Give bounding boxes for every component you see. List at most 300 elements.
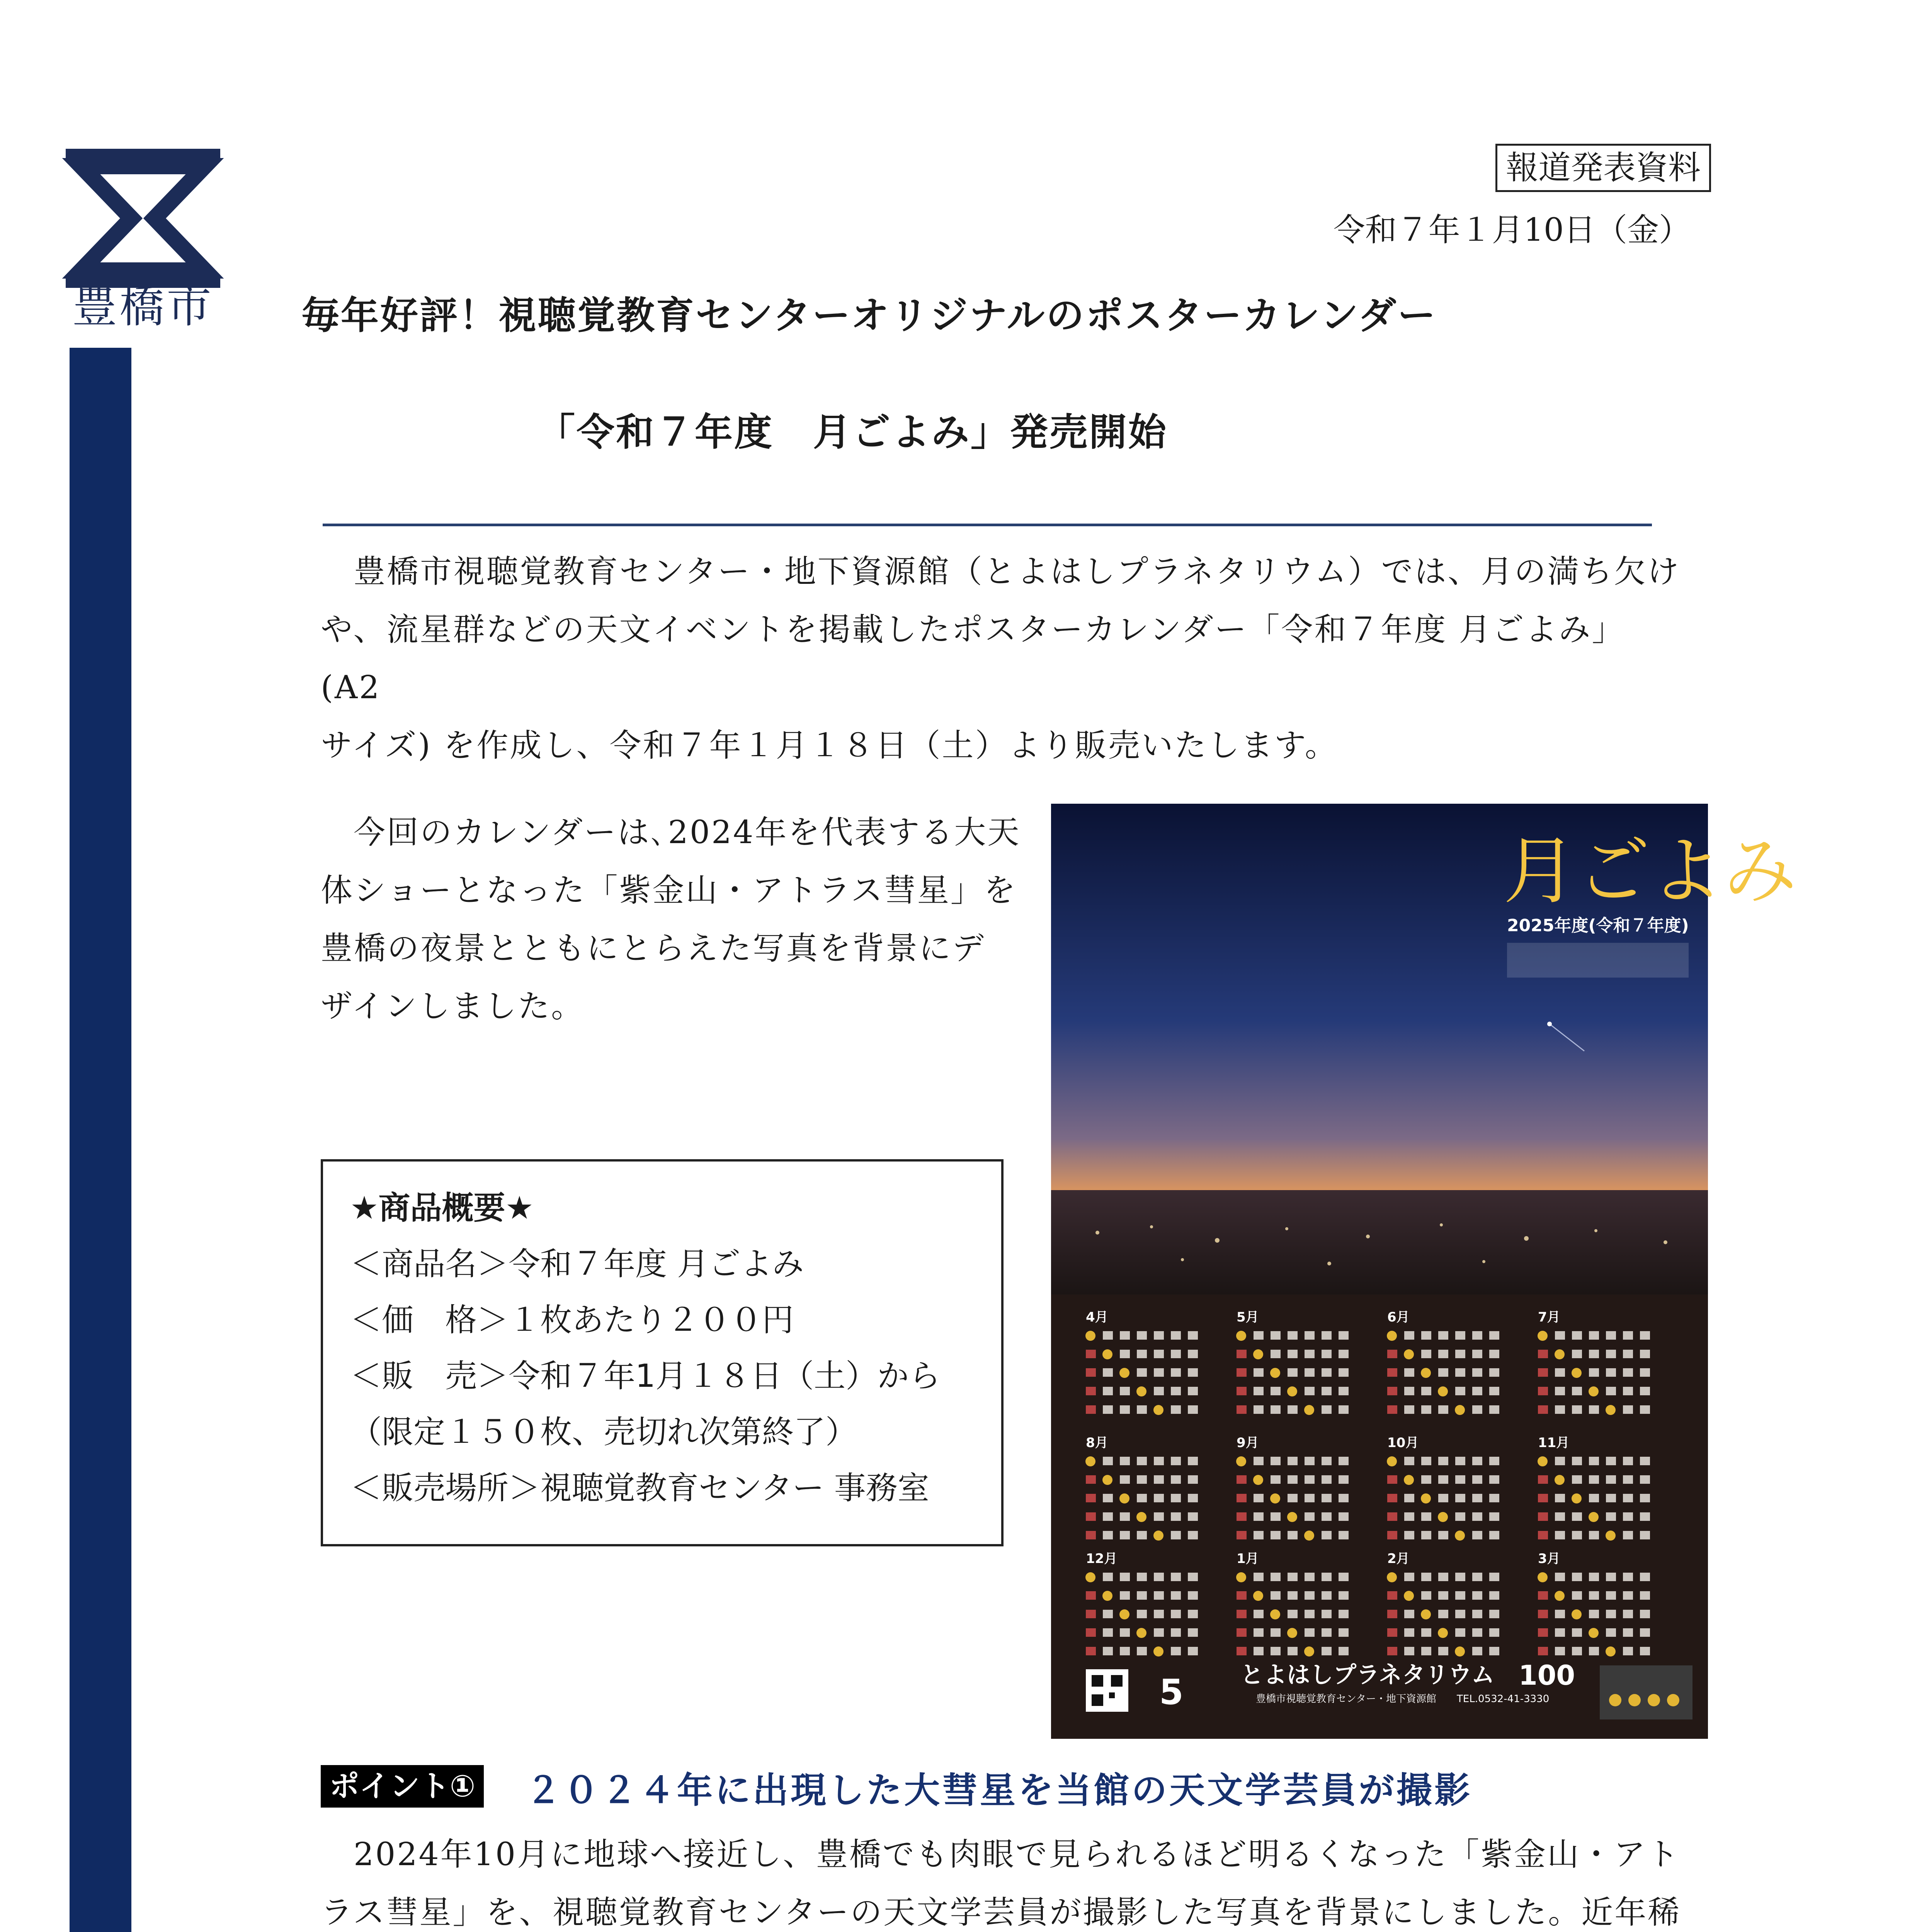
calendar-day-cell [1387,1494,1397,1502]
calendar-day-cell [1154,1628,1164,1637]
calendar-day-cell [1305,1573,1315,1581]
product-box-title: ★商品概要★ [350,1190,534,1226]
calendar-day-cell [1237,1350,1247,1358]
calendar-day-cell [1137,1591,1147,1600]
calendar-day-cell [1120,1475,1130,1484]
calendar-day-cell [1154,1573,1164,1581]
calendar-day-cell [1153,1405,1163,1415]
calendar-day-cell [1438,1386,1448,1396]
intro-paragraph [321,543,1681,775]
calendar-day-cell [1455,1331,1465,1340]
calendar-day-cell [1254,1368,1264,1377]
calendar-day-cell [1188,1457,1198,1465]
calendar-day-cell [1472,1368,1482,1377]
calendar-day-cell [1288,1647,1298,1655]
calendar-day-cell [1489,1350,1499,1358]
calendar-day-cell [1555,1591,1565,1601]
calendar-day-cell [1640,1647,1650,1655]
calendar-day-cell [1387,1350,1397,1358]
calendar-day-cell [1404,1457,1414,1465]
calendar-day-cell [1589,1628,1599,1638]
calendar-day-cell [1438,1475,1448,1484]
calendar-day-cell [1421,1457,1431,1465]
calendar-day-cell [1489,1475,1499,1484]
calendar-day-cell [1120,1628,1130,1637]
calendar-day-cell [1572,1591,1582,1600]
month-label: 6月 [1387,1310,1410,1325]
calendar-day-cell [1305,1331,1315,1340]
poster-blurb-block [1507,943,1689,978]
calendar-day-cell [1287,1512,1297,1522]
calendar-day-cell [1555,1405,1565,1414]
calendar-day-cell [1387,1405,1397,1414]
calendar-day-cell [1421,1531,1431,1539]
calendar-day-cell [1237,1531,1247,1539]
calendar-day-cell [1287,1386,1297,1396]
calendar-day-cell [1404,1331,1414,1340]
description-line: ザインしました。 [321,988,585,1025]
calendar-day-cell [1472,1387,1482,1395]
calendar-day-cell [1137,1647,1147,1655]
calendar-day-cell [1254,1647,1264,1655]
poster-subtitle: 2025年度(令和７年度) [1507,916,1689,935]
calendar-day-cell [1237,1494,1247,1502]
calendar-day-cell [1623,1331,1633,1340]
calendar-day-cell [1271,1573,1281,1581]
calendar-day-cell [1623,1457,1633,1465]
calendar-day-cell [1188,1647,1198,1655]
calendar-day-cell [1103,1531,1113,1539]
calendar-day-cell [1339,1387,1349,1395]
calendar-day-cell [1438,1628,1448,1638]
calendar-day-cell [1438,1531,1448,1539]
calendar-day-cell [1154,1512,1164,1521]
calendar-day-cell [1572,1457,1582,1465]
point-1-title: ２０２４年に出現した大彗星を当館の天文学芸員が撮影 [526,1770,1473,1811]
calendar-day-cell [1188,1494,1198,1502]
calendar-day-cell [1455,1350,1465,1358]
calendar-day-cell [1472,1647,1482,1655]
calendar-day-cell [1253,1475,1263,1485]
calendar-day-cell [1171,1573,1181,1581]
calendar-day-cell [1271,1457,1281,1465]
calendar-day-cell [1339,1628,1349,1637]
calendar-day-cell [1305,1350,1315,1358]
calendar-day-cell [1305,1475,1315,1484]
calendar-day-cell [1455,1573,1465,1581]
calendar-day-cell [1555,1331,1565,1340]
calendar-day-cell [1455,1610,1465,1618]
calendar-day-cell [1153,1646,1163,1656]
calendar-day-cell [1640,1512,1650,1521]
calendar-day-cell [1489,1610,1499,1618]
calendar-day-cell [1404,1573,1414,1581]
calendar-day-cell [1171,1475,1181,1484]
calendar-day-cell [1472,1331,1482,1340]
calendar-day-cell [1455,1512,1465,1521]
calendar-day-cell [1322,1573,1332,1581]
calendar-day-cell [1555,1610,1565,1618]
calendar-day-cell [1640,1628,1650,1637]
calendar-day-cell [1606,1405,1616,1415]
calendar-day-cell [1489,1591,1499,1600]
calendar-day-cell [1136,1628,1146,1638]
calendar-day-cell [1606,1628,1616,1637]
calendar-day-cell [1404,1591,1414,1601]
calendar-day-cell [1339,1457,1349,1465]
calendar-day-cell [1455,1475,1465,1484]
calendar-day-cell [1538,1531,1548,1539]
calendar-day-cell [1120,1531,1130,1539]
calendar-day-cell [1136,1386,1146,1396]
calendar-day-cell [1472,1457,1482,1465]
calendar-day-cell [1421,1647,1431,1655]
calendar-day-cell [1171,1647,1181,1655]
calendar-day-cell [1305,1368,1315,1377]
calendar-day-cell [1188,1610,1198,1618]
calendar-day-cell [1455,1457,1465,1465]
calendar-day-cell [1271,1331,1281,1340]
calendar-day-cell [1421,1331,1431,1340]
calendar-day-cell [1086,1512,1096,1521]
calendar-day-cell [1640,1494,1650,1502]
calendar-day-cell [1472,1531,1482,1539]
calendar-day-cell [1154,1368,1164,1377]
month-label: 9月 [1237,1435,1259,1451]
calendar-day-cell [1555,1368,1565,1377]
calendar-day-cell [1086,1368,1096,1377]
calendar-day-cell [1489,1494,1499,1502]
calendar-day-cell [1589,1386,1599,1396]
calendar-day-cell [1606,1646,1616,1656]
calendar-day-cell [1555,1628,1565,1637]
calendar-day-cell [1171,1494,1181,1502]
calendar-day-cell [1137,1368,1147,1377]
calendar-day-cell [1339,1494,1349,1502]
month-label: 7月 [1538,1310,1560,1325]
calendar-day-cell [1171,1610,1181,1618]
calendar-day-cell [1339,1647,1349,1655]
calendar-day-cell [1085,1572,1095,1582]
calendar-day-cell [1102,1349,1112,1359]
calendar-day-cell [1438,1368,1448,1377]
calendar-day-cell [1270,1368,1280,1378]
calendar-day-cell [1455,1494,1465,1502]
calendar-day-cell [1305,1610,1315,1618]
calendar-day-cell [1271,1591,1281,1600]
calendar-day-cell [1237,1628,1247,1637]
calendar-day-cell [1103,1512,1113,1521]
calendar-day-cell [1438,1512,1448,1522]
calendar-day-cell [1623,1512,1633,1521]
calendar-day-cell [1339,1591,1349,1600]
calendar-day-cell [1387,1610,1397,1618]
calendar-day-cell [1271,1405,1281,1414]
calendar-day-cell [1322,1494,1332,1502]
calendar-day-cell [1404,1349,1414,1359]
calendar-day-cell [1237,1387,1247,1395]
calendar-day-cell [1589,1512,1599,1522]
calendar-day-cell [1253,1591,1263,1601]
calendar-day-cell [1137,1457,1147,1465]
calendar-day-cell [1304,1405,1314,1415]
calendar-day-cell [1305,1494,1315,1502]
calendar-day-cell [1237,1591,1247,1600]
calendar-day-cell [1153,1531,1163,1541]
calendar-day-cell [1538,1405,1548,1414]
calendar-day-cell [1288,1573,1298,1581]
calendar-day-cell [1438,1610,1448,1618]
calendar-day-cell [1538,1610,1548,1618]
month-label: 10月 [1387,1435,1419,1451]
calendar-day-cell [1421,1628,1431,1637]
calendar-day-cell [1339,1512,1349,1521]
month-label: 1月 [1237,1551,1259,1566]
calendar-day-cell [1623,1647,1633,1655]
calendar-day-cell [1137,1405,1147,1414]
calendar-day-cell [1606,1475,1616,1484]
calendar-day-cell [1154,1331,1164,1340]
calendar-day-cell [1387,1531,1397,1539]
poster-title: 月ごよみ [1503,828,1797,914]
calendar-day-cell [1421,1405,1431,1414]
calendar-day-cell [1538,1475,1548,1484]
calendar-day-cell [1270,1493,1280,1503]
calendar-day-cell [1271,1512,1281,1521]
calendar-day-cell [1188,1531,1198,1539]
calendar-day-cell [1606,1494,1616,1502]
calendar-day-cell [1085,1331,1095,1341]
calendar-day-cell [1154,1494,1164,1502]
calendar-day-cell [1489,1573,1499,1581]
product-price: ＜価 格＞１枚あたり２００円 [350,1302,794,1338]
calendar-day-cell [1589,1350,1599,1358]
calendar-day-cell [1137,1573,1147,1581]
calendar-day-cell [1322,1591,1332,1600]
calendar-day-cell [1538,1572,1548,1582]
calendar-day-cell [1472,1591,1482,1600]
calendar-day-cell [1086,1475,1096,1484]
calendar-day-cell [1237,1405,1247,1414]
month-label: 12月 [1086,1551,1118,1566]
calendar-day-cell [1421,1512,1431,1521]
calendar-day-cell [1472,1573,1482,1581]
calendar-day-cell [1339,1368,1349,1377]
calendar-day-cell [1489,1331,1499,1340]
calendar-day-cell [1555,1647,1565,1655]
product-location: ＜販売場所＞視聴覚教育センター 事務室 [350,1470,929,1507]
calendar-day-cell [1387,1475,1397,1484]
calendar-day-cell [1120,1457,1130,1465]
calendar-day-cell [1154,1610,1164,1618]
calendar-day-cell [1387,1512,1397,1521]
calendar-day-cell [1472,1494,1482,1502]
calendar-day-cell [1472,1512,1482,1521]
description-line: 豊橋の夜景とともにとらえた写真を背景にデ [321,930,986,967]
poster-brand-tel: TEL.0532-41-3330 [1457,1693,1550,1705]
calendar-day-cell [1254,1610,1264,1618]
calendar-day-cell [1254,1405,1264,1414]
calendar-day-cell [1640,1368,1650,1377]
calendar-day-cell [1589,1494,1599,1502]
calendar-day-cell [1489,1647,1499,1655]
month-label: 11月 [1538,1435,1570,1451]
title-divider [323,524,1652,526]
calendar-day-cell [1188,1368,1198,1377]
calendar-day-cell [1572,1628,1582,1637]
calendar-day-cell [1555,1475,1565,1485]
calendar-day-cell [1572,1609,1582,1619]
calendar-day-cell [1322,1368,1332,1377]
calendar-day-cell [1322,1350,1332,1358]
calendar-day-cell [1119,1609,1129,1619]
calendar-day-cell [1103,1387,1113,1395]
calendar-day-cell [1623,1405,1633,1414]
product-name: ＜商品名＞令和７年度 月ごよみ [350,1246,804,1282]
calendar-day-cell [1119,1368,1129,1378]
calendar-day-cell [1404,1405,1414,1414]
headline-line-2: 「令和７年度 月ごよみ」発売開始 [537,410,1168,454]
calendar-day-cell [1589,1405,1599,1414]
calendar-day-cell [1188,1405,1198,1414]
calendar-day-cell [1623,1591,1633,1600]
calendar-day-cell [1404,1628,1414,1637]
calendar-day-cell [1171,1405,1181,1414]
calendar-day-cell [1103,1610,1113,1618]
calendar-day-cell [1640,1405,1650,1414]
intro-line: や、流星群などの天文イベントを掲載したポスターカレンダー「令和７年度 月ごよみ」(A2 [321,611,1625,706]
calendar-day-cell [1640,1350,1650,1358]
calendar-day-cell [1086,1628,1096,1637]
calendar-day-cell [1438,1573,1448,1581]
calendar-day-cell [1237,1647,1247,1655]
calendar-day-cell [1237,1512,1247,1521]
calendar-day-cell [1404,1531,1414,1539]
calendar-day-cell [1322,1457,1332,1465]
release-tag: 報道発表資料 [1495,144,1711,192]
calendar-day-cell [1589,1610,1599,1618]
calendar-day-cell [1589,1475,1599,1484]
calendar-day-cell [1555,1349,1565,1359]
calendar-day-cell [1322,1331,1332,1340]
calendar-day-cell [1489,1531,1499,1539]
calendar-day-cell [1288,1494,1298,1502]
calendar-day-cell [1572,1350,1582,1358]
calendar-day-cell [1606,1350,1616,1358]
calendar-day-cell [1640,1591,1650,1600]
calendar-day-cell [1421,1368,1431,1378]
calendar-day-cell [1339,1573,1349,1581]
calendar-day-cell [1136,1512,1146,1522]
calendar-day-cell [1322,1405,1332,1414]
calendar-day-cell [1171,1512,1181,1521]
calendar-day-cell [1421,1493,1431,1503]
calendar-day-cell [1103,1405,1113,1414]
calendar-day-cell [1154,1387,1164,1395]
calendar-day-cell [1640,1331,1650,1340]
calendar-day-cell [1623,1475,1633,1484]
calendar-day-cell [1623,1610,1633,1618]
calendar-day-cell [1339,1610,1349,1618]
calendar-day-cell [1404,1610,1414,1618]
calendar-day-cell [1640,1610,1650,1618]
calendar-day-cell [1171,1387,1181,1395]
calendar-day-cell [1254,1512,1264,1521]
poster-100-logo: 100 [1519,1660,1575,1691]
product-summary-box [321,1159,1004,1546]
calendar-day-cell [1102,1591,1112,1601]
calendar-day-cell [1606,1573,1616,1581]
calendar-day-cell [1271,1647,1281,1655]
calendar-day-cell [1119,1493,1129,1503]
calendar-day-cell [1305,1457,1315,1465]
calendar-day-cell [1288,1531,1298,1539]
calendar-day-cell [1271,1350,1281,1358]
calendar-day-cell [1572,1512,1582,1521]
calendar-day-cell [1304,1531,1314,1541]
calendar-day-cell [1154,1350,1164,1358]
calendar-day-cell [1305,1387,1315,1395]
calendar-day-cell [1606,1331,1616,1340]
calendar-day-cell [1572,1405,1582,1414]
calendar-day-cell [1339,1350,1349,1358]
calendar-day-cell [1455,1646,1465,1656]
calendar-day-cell [1489,1368,1499,1377]
calendar-day-cell [1271,1628,1281,1637]
calendar-day-cell [1120,1387,1130,1395]
calendar-day-cell [1438,1350,1448,1358]
calendar-day-cell [1103,1331,1113,1340]
calendar-day-cell [1288,1350,1298,1358]
calendar-day-cell [1103,1647,1113,1655]
calendar-day-cell [1438,1647,1448,1655]
calendar-day-cell [1322,1512,1332,1521]
calendar-day-cell [1606,1387,1616,1395]
calendar-day-cell [1102,1475,1112,1485]
calendar-day-cell [1188,1331,1198,1340]
calendar-day-cell [1421,1475,1431,1484]
side-color-bar [70,348,131,1932]
calendar-day-cell [1387,1628,1397,1637]
calendar-day-cell [1120,1591,1130,1600]
poster-brand: とよはしプラネタリウム [1240,1662,1495,1689]
calendar-day-cell [1589,1368,1599,1377]
calendar-day-cell [1237,1368,1247,1377]
calendar-day-cell [1171,1628,1181,1637]
calendar-day-cell [1254,1387,1264,1395]
calendar-day-cell [1305,1591,1315,1600]
calendar-day-cell [1120,1512,1130,1521]
calendar-day-cell [1572,1647,1582,1655]
calendar-day-cell [1623,1494,1633,1502]
calendar-day-cell [1103,1494,1113,1502]
calendar-day-cell [1288,1457,1298,1465]
calendar-day-cell [1322,1610,1332,1618]
calendar-day-cell [1339,1331,1349,1340]
calendar-day-cell [1555,1573,1565,1581]
calendar-day-cell [1253,1349,1263,1359]
calendar-day-cell [1623,1628,1633,1637]
calendar-day-cell [1472,1475,1482,1484]
calendar-day-cell [1555,1531,1565,1539]
poster-50th-logo: 5 [1159,1672,1184,1713]
calendar-day-cell [1421,1609,1431,1619]
calendar-day-cell [1304,1646,1314,1656]
calendar-day-cell [1188,1628,1198,1637]
calendar-day-cell [1137,1331,1147,1340]
calendar-day-cell [1572,1493,1582,1503]
calendar-day-cell [1404,1368,1414,1377]
